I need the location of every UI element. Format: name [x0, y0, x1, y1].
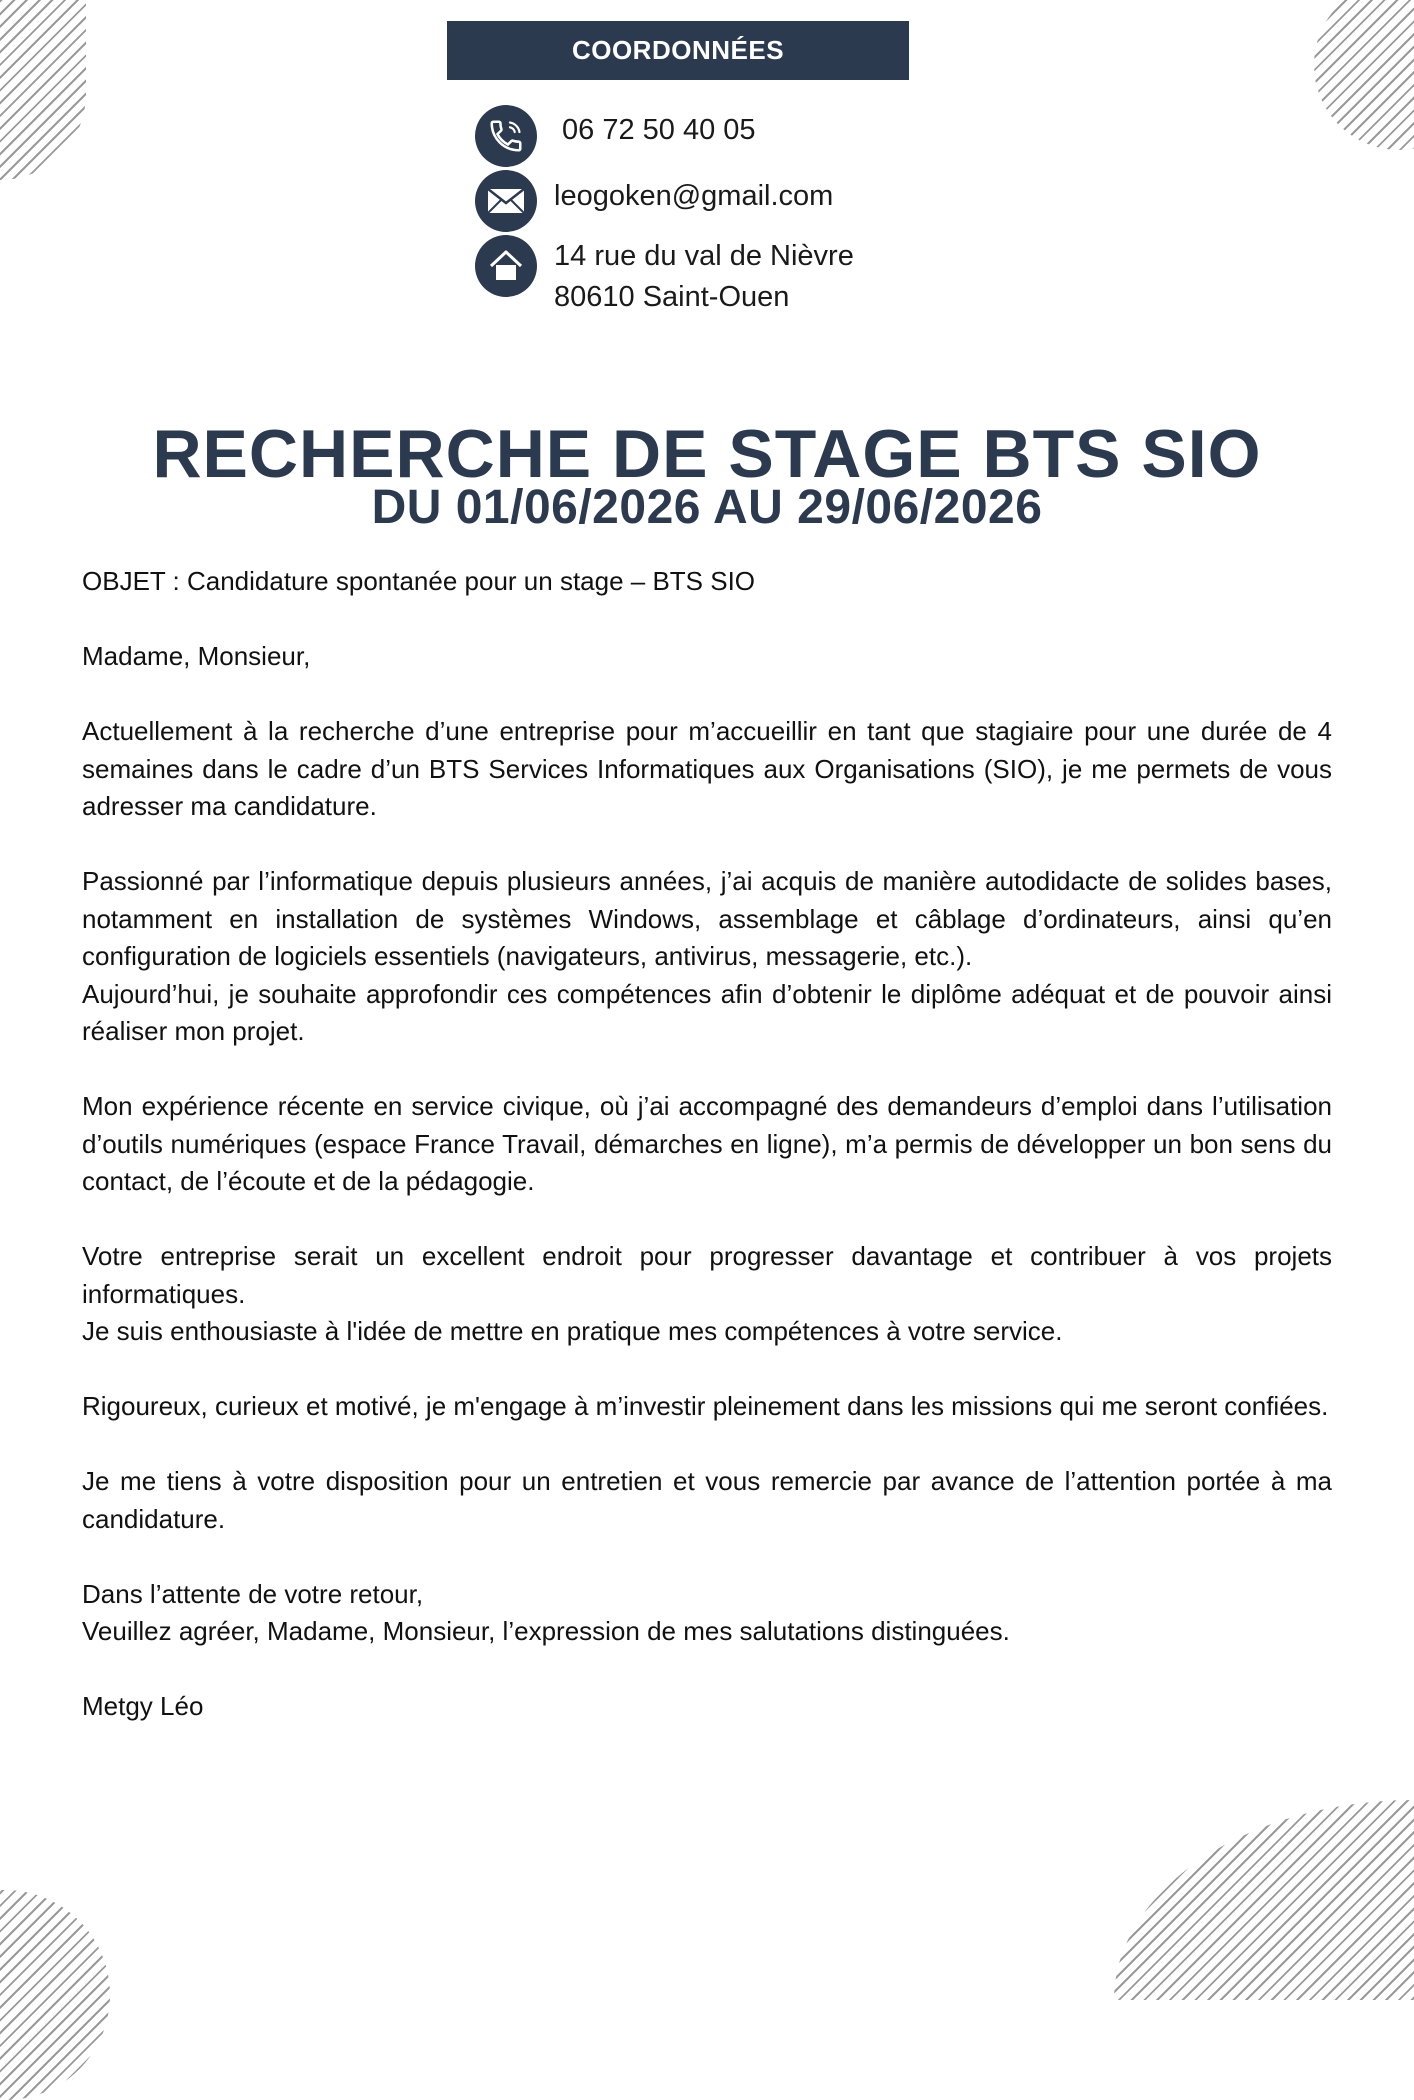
letter-object: OBJET : Candidature spontanée pour un stage – BTS SIO	[82, 566, 756, 596]
contact-banner: COORDONNÉES	[447, 21, 909, 80]
corner-hatch-top-right	[1314, 0, 1414, 150]
letter-closing-2: Veuillez agréer, Madame, Monsieur, l’expression de mes salutations distinguées.	[82, 1616, 1010, 1646]
letter-body	[82, 563, 1332, 1726]
letter-paragraph-qualities: Rigoureux, curieux et motivé, je m'engage à m’investir pleinement dans les missions qui me seront confiées.	[82, 1391, 1329, 1421]
letter-signature: Metgy Léo	[82, 1691, 204, 1721]
contact-address-line2: 80610 Saint-Ouen	[554, 281, 790, 313]
corner-hatch-bottom-left	[0, 1890, 110, 2100]
letter-paragraph-company: Votre entreprise serait un excellent endroit pour progresser davantage et contribuer à vos projets informatiques.	[82, 1241, 1332, 1309]
mail-icon	[475, 170, 537, 232]
letter-paragraph-goal: Aujourd’hui, je souhaite approfondir ces compétences afin d’obtenir le diplôme adéquat et de pouvoir ainsi réaliser mon projet.	[82, 978, 1332, 1046]
corner-hatch-bottom-right	[1114, 1800, 1414, 2000]
internship-dates: DU 01/06/2026 AU 29/06/2026	[371, 481, 1043, 534]
letter-paragraph-intro: Actuellement à la recherche d’une entreprise pour m’accueillir en tant que stagiaire pour une durée de 4 semaines dans le cadre d’un BTS Services Informatiques aux Organisations (SIO), je me permets de vous adresser ma candidature.	[82, 716, 1332, 821]
letter-paragraph-skills: Passionné par l’informatique depuis plusieurs années, j’ai acquis de manière autodidacte de solides bases, notamment en installation de systèmes Windows, assemblage et câblage d’ordinateurs, ainsi qu’en configuration de logiciels essentiels (navigateurs, antivirus, messagerie, etc.).	[82, 866, 1332, 971]
letter-paragraph-experience: Mon expérience récente en service civique, où j’ai accompagné des demandeurs d’emploi dans l’utilisation d’outils numériques (espace France Travail, démarches en ligne), m’a permis de développer un bon sens du contact, de l’écoute et de la pédagogie.	[82, 1091, 1332, 1196]
letter-paragraph-enthusiasm: Je suis enthousiaste à l'idée de mettre en pratique mes compétences à votre service.	[82, 1316, 1063, 1346]
corner-hatch-top-left	[0, 0, 86, 180]
letter-salutation: Madame, Monsieur,	[82, 641, 311, 671]
letter-closing-1: Dans l’attente de votre retour,	[82, 1578, 424, 1609]
contact-address-line1: 14 rue du val de Nièvre	[554, 240, 854, 272]
home-icon	[475, 235, 537, 297]
page-title: RECHERCHE DE STAGE BTS SIO	[152, 416, 1262, 492]
contact-phone: 06 72 50 40 05	[562, 114, 756, 146]
contact-email: leogoken@gmail.com	[554, 180, 834, 212]
phone-icon	[475, 105, 537, 167]
letter-paragraph-availability: Je me tiens à votre disposition pour un entretien et vous remercie par avance de l’attention portée à ma candidature.	[82, 1466, 1332, 1534]
